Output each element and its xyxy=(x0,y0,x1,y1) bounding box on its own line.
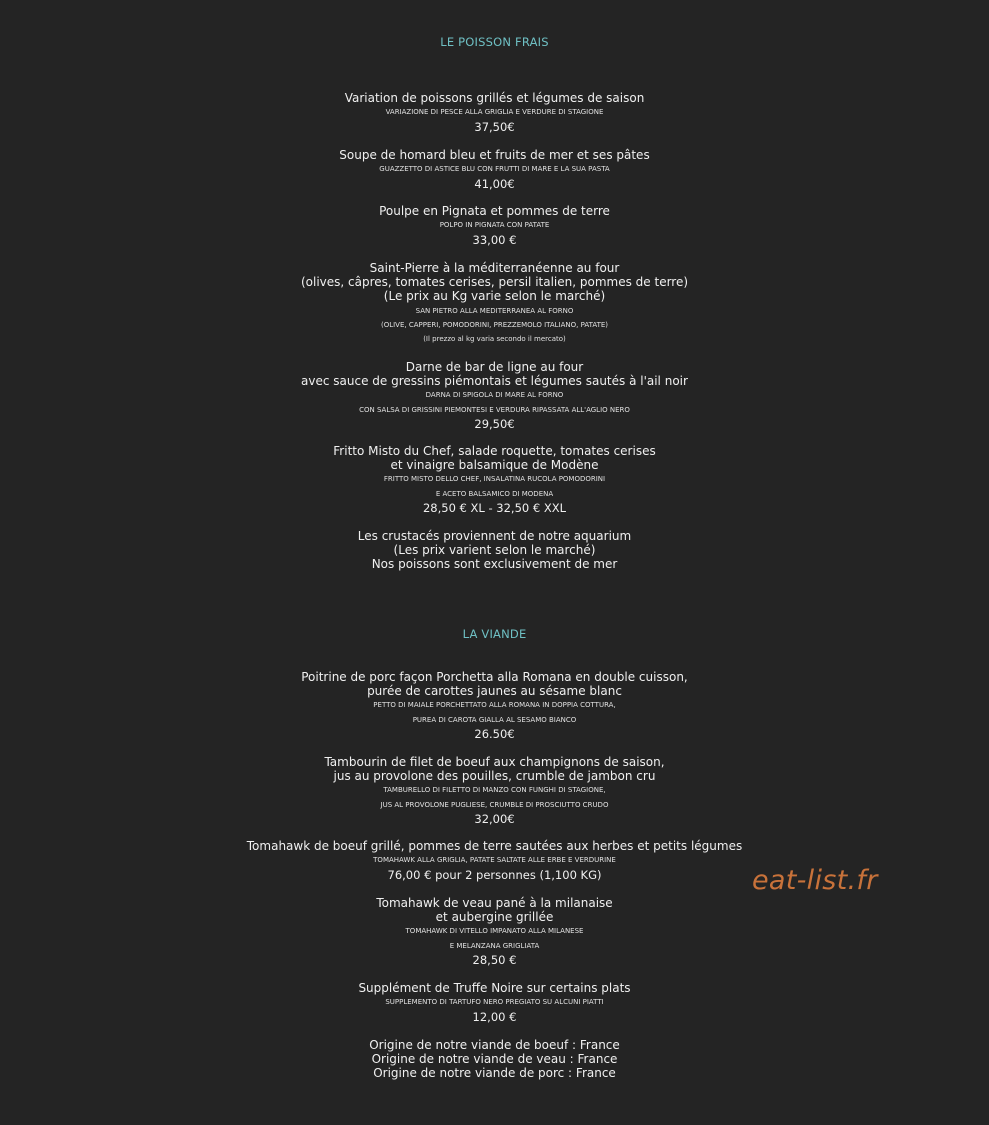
item-name-fr: Tambourin de filet de boeuf aux champignons de saison, xyxy=(324,755,665,769)
item-name-fr: Tomahawk de boeuf grillé, pommes de terre sautées aux herbes et petits légumes xyxy=(246,839,743,853)
item-price: 41,00€ xyxy=(474,176,515,191)
menu-item xyxy=(0,91,989,134)
menu-item xyxy=(0,360,989,432)
menu-item xyxy=(0,148,989,191)
item-name-it: FRITTO MISTO DELLO CHEF, INSALATINA RUCOLA POMODORINI xyxy=(383,475,606,484)
item-name-it: E MELANZANA GRIGLIATA xyxy=(449,941,540,950)
section-title-fish: LE POISSON FRAIS xyxy=(440,35,549,49)
item-name-fr: (Le prix au Kg varie selon le marché) xyxy=(383,289,606,304)
watermark-logo: eat-list.fr xyxy=(752,865,878,896)
note-line: Les crustacés proviennent de notre aquarium xyxy=(357,529,632,543)
menu-item xyxy=(0,981,989,1024)
section-title-meat: LA VIANDE xyxy=(462,627,527,641)
menu-item xyxy=(0,204,989,247)
menu-item xyxy=(0,261,989,347)
item-name-fr: Darne de bar de ligne au four xyxy=(405,360,584,374)
item-price: 37,50€ xyxy=(474,119,515,134)
note-line: (Les prix varient selon le marché) xyxy=(393,543,596,558)
item-price: 76,00 € pour 2 personnes (1,100 KG) xyxy=(387,867,602,882)
item-name-fr: Soupe de homard bleu et fruits de mer et ses pâtes xyxy=(339,148,650,162)
item-name-fr: Tomahawk de veau pané à la milanaise xyxy=(376,896,613,910)
item-name-it: GUAZZETTO DI ASTICE BLU CON FRUTTI DI MARE E LA SUA PASTA xyxy=(379,165,610,174)
item-name-it: PETTO DI MAIALE PORCHETTATO ALLA ROMANA IN DOPPIA COTTURA, xyxy=(373,701,616,710)
note-line: Origine de notre viande de porc : France xyxy=(373,1066,616,1081)
item-name-fr: et vinaigre balsamique de Modène xyxy=(390,458,599,473)
item-price: 28,50 € xyxy=(472,953,517,968)
menu-item xyxy=(0,444,989,516)
section-note xyxy=(0,529,989,572)
item-name-fr: jus au provolone des pouilles, crumble de jambon cru xyxy=(333,769,656,784)
item-name-fr: Supplément de Truffe Noire sur certains plats xyxy=(358,981,631,995)
item-name-fr: Saint-Pierre à la méditerranéenne au four xyxy=(369,261,620,275)
item-name-it: TOMAHAWK DI VITELLO IMPANATO ALLA MILANESE xyxy=(405,927,584,936)
item-name-fr: et aubergine grillée xyxy=(435,910,554,925)
item-name-it: DARNA DI SPIGOLA DI MARE AL FORNO xyxy=(425,391,564,400)
item-name-it: PUREA DI CAROTA GIALLA AL SESAMO BIANCO xyxy=(412,715,577,724)
item-name-it: E ACETO BALSAMICO DI MODENA xyxy=(435,489,554,498)
item-name-it: VARIAZIONE DI PESCE ALLA GRIGLIA E VERDURE DI STAGIONE xyxy=(385,108,604,117)
note-line: Origine de notre viande de boeuf : France xyxy=(369,1038,620,1052)
item-price: 12,00 € xyxy=(472,1009,517,1024)
item-price: 26.50€ xyxy=(474,727,515,742)
item-name-it: (Il prezzo al kg varia secondo il mercato) xyxy=(423,335,566,344)
item-name-it: CON SALSA DI GRISSINI PIEMONTESI E VERDURA RIPASSATA ALL'AGLIO NERO xyxy=(359,405,630,414)
item-name-it: (OLIVE, CAPPERI, POMODORINI, PREZZEMOLO ITALIANO, PATATE) xyxy=(380,321,609,330)
item-name-fr: avec sauce de gressins piémontais et légumes sautés à l'ail noir xyxy=(301,374,688,389)
section-note xyxy=(0,1038,989,1081)
item-name-it: JUS AL PROVOLONE PUGLIESE, CRUMBLE DI PROSCIUTTO CRUDO xyxy=(380,800,609,809)
item-name-it: POLPO IN PIGNATA CON PATATE xyxy=(439,221,550,230)
item-name-fr: Fritto Misto du Chef, salade roquette, tomates cerises xyxy=(333,444,656,458)
menu-item xyxy=(0,755,989,827)
item-name-it: SUPPLEMENTO DI TARTUFO NERO PREGIATO SU ALCUNI PIATTI xyxy=(385,998,604,1007)
item-name-fr: Poulpe en Pignata et pommes de terre xyxy=(379,204,610,218)
item-name-fr: (olives, câpres, tomates cerises, persil italien, pommes de terre) xyxy=(300,275,689,290)
item-name-it: TOMAHAWK ALLA GRIGLIA, PATATE SALTATE ALLE ERBE E VERDURINE xyxy=(373,856,616,865)
item-name-it: TAMBURELLO DI FILETTO DI MANZO CON FUNGHI DI STAGIONE, xyxy=(383,786,606,795)
item-name-fr: Variation de poissons grillés et légumes de saison xyxy=(344,91,645,105)
note-line: Nos poissons sont exclusivement de mer xyxy=(371,557,618,572)
menu-item xyxy=(0,896,989,968)
menu-item xyxy=(0,670,989,742)
item-price: 33,00 € xyxy=(472,232,517,247)
item-name-fr: Poitrine de porc façon Porchetta alla Romana en double cuisson, xyxy=(301,670,688,684)
item-name-it: SAN PIETRO ALLA MEDITERRANEA AL FORNO xyxy=(415,306,574,315)
item-price: 32,00€ xyxy=(474,812,515,827)
item-price: 29,50€ xyxy=(474,417,515,432)
item-price: 28,50 € XL - 32,50 € XXL xyxy=(422,501,566,516)
note-line: Origine de notre viande de veau : France xyxy=(371,1052,618,1067)
item-name-fr: purée de carottes jaunes au sésame blanc xyxy=(367,684,622,699)
